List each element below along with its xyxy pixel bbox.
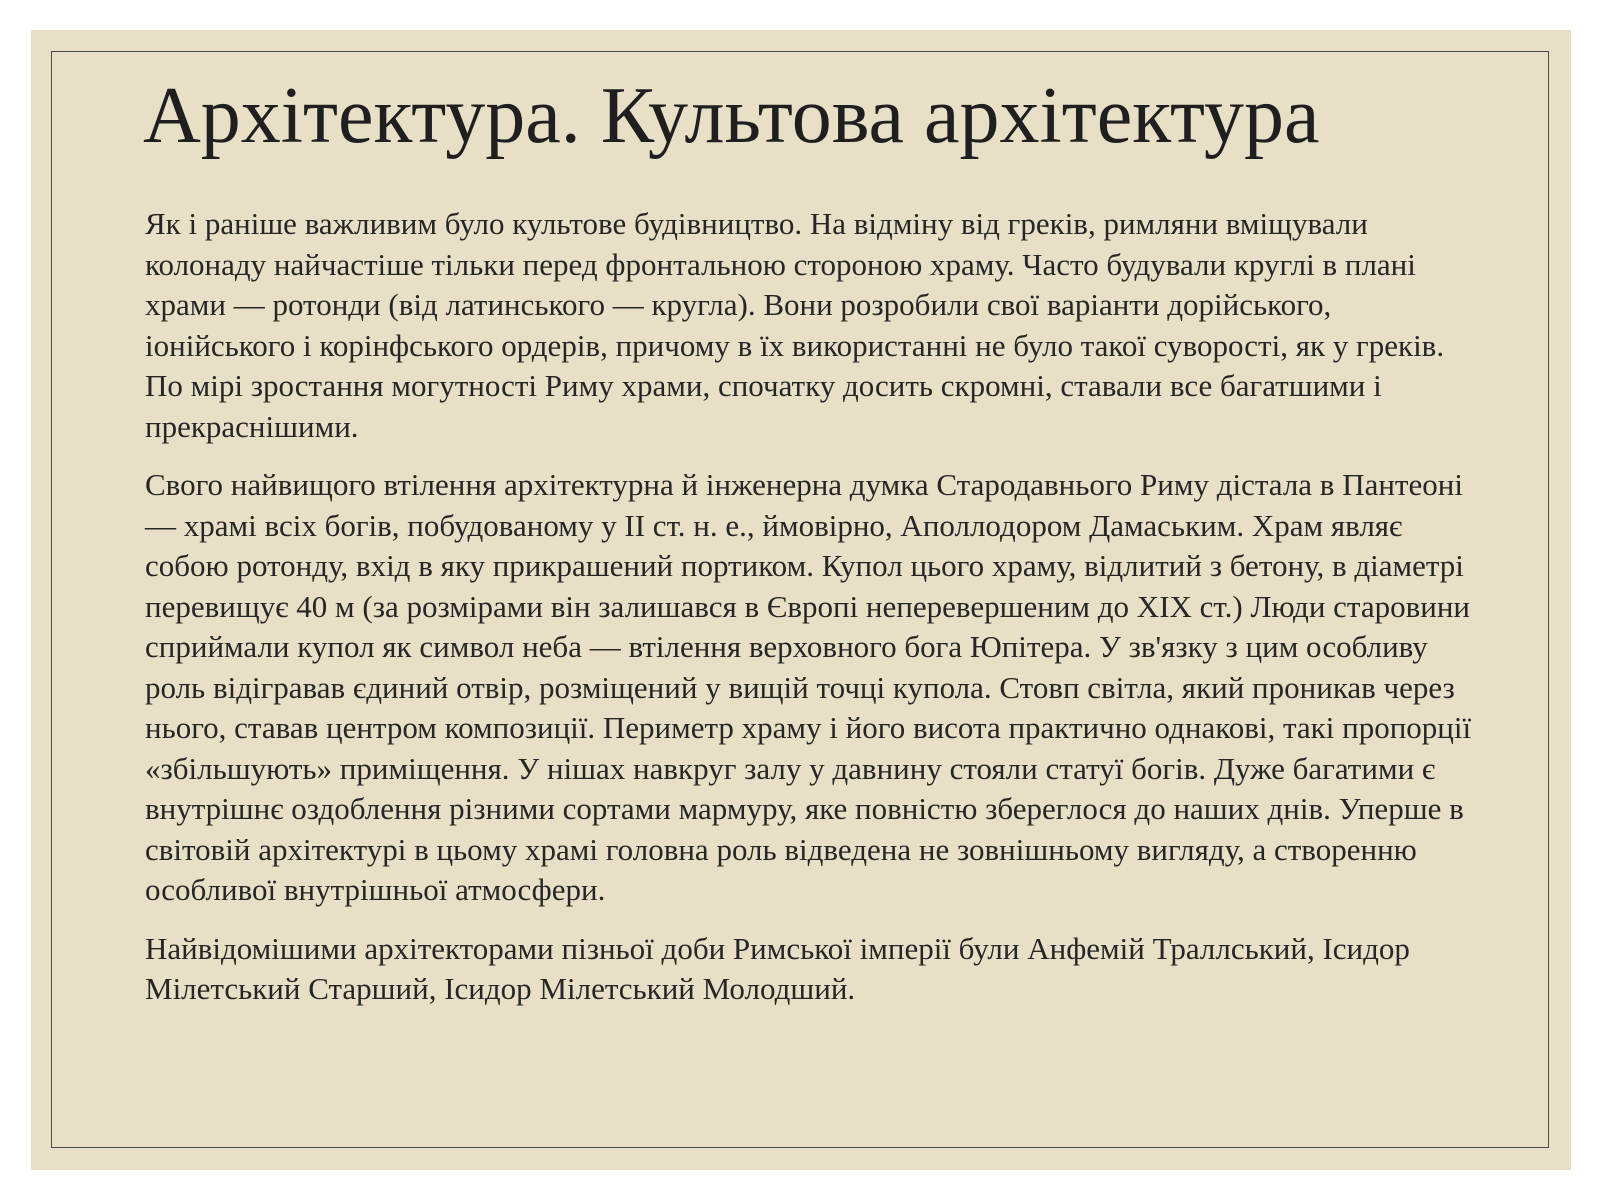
slide <box>31 30 1571 1170</box>
paragraph-temples: Як і раніше важливим було культове будівництво. На відміну від греків, римляни вміщували колонаду найчастіше тільки перед фронтальною стороною храму. Часто будували круглі в плані храми — ротонди (від латинського — кругла). Вони розробили свої варіанти дорійського, іонійського і корінфського ордерів, причому в їх використанні не було такої суворості, як у греків. По мірі зростання могутності Риму храми, спочатку досить скромні, ставали все багатшими і прекраснішими. <box>145 206 1445 444</box>
slide-title: Архітектура. Культова архітектура <box>143 72 1320 160</box>
paragraph-architects: Найвідомішими архітекторами пізньої доби Римської імперії були Анфемій Траллський, Ісидор Мілетський Старший, Ісидор Мілетський Молодший. <box>145 930 1410 1006</box>
slide-body <box>145 204 1475 1028</box>
paragraph-pantheon: Свого найвищого втілення архітектурна й інженерна думка Стародавнього Риму дістала в Пантеоні — храмі всіх богів, побудованому у II ст. н. е., ймовірно, Аполлодором Дамаським. Храм являє собою ротонду, вхід в яку прикрашений портиком. Купол цього храму, відлитий з бетону, в діаметрі перевищує 40 м (за розмірами він залишався в Європі неперевершеним до XIX ст.) Люди старовини сприймали купол як символ неба — втілення верховного бога Юпітера. У зв'язку з цим особливу роль відігравав єдиний отвір, розміщений у вищій точці купола. Стовп світла, який проникав через нього, ставав центром композиції. Периметр храму і його висота практично однакові, такі пропорції «збільшують» приміщення. У нішах навкруг залу у давнину стояли статуї богів. Дуже багатими є внутрішнє оздоблення різними сортами мармуру, яке повністю збереглося до наших днів. Уперше в світовій архітектурі в цьому храмі головна роль відведена не зовнішньому вигляду, а створенню особливої внутрішньої атмосфери. <box>145 467 1472 907</box>
